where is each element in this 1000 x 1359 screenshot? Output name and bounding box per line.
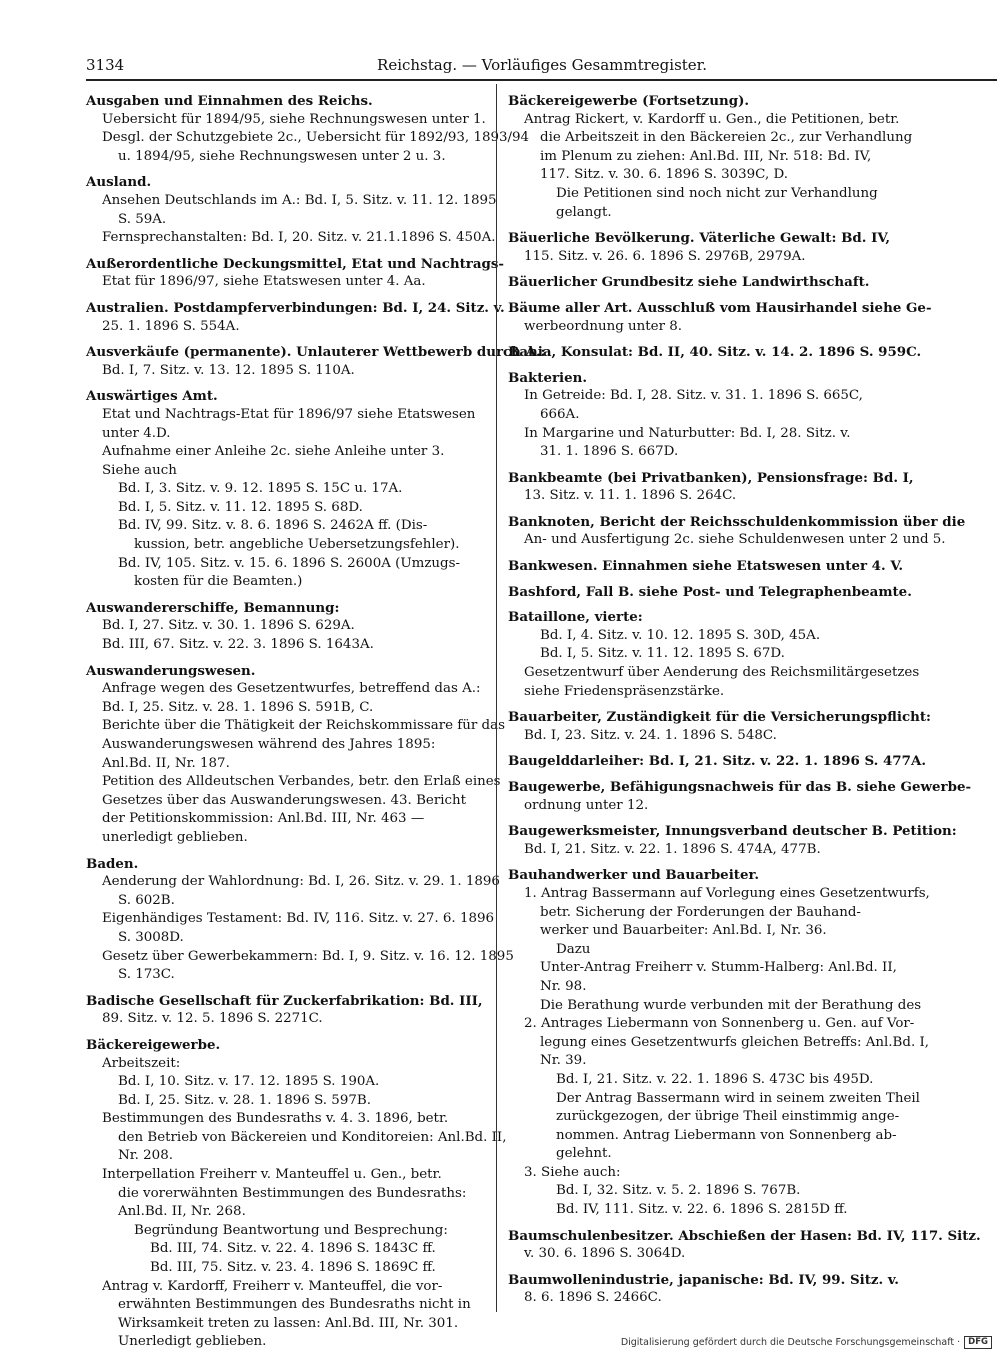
entry-line: Unter-Antrag Freiherr v. Stumm-Halberg: Anl.Bd. II, bbox=[540, 960, 897, 976]
footer bbox=[621, 1336, 992, 1349]
entry-line: Bd. I, 4. Sitz. v. 10. 12. 1895 S. 30D, 45A. bbox=[540, 627, 821, 643]
entry-headword-line: Ausland. bbox=[86, 174, 152, 191]
entry-line: Der Antrag Bassermann wird in seinem zweiten Theil bbox=[556, 1090, 920, 1106]
entry-headword-line: Banknoten, Bericht der Reichsschuldenkommission über die bbox=[508, 513, 966, 530]
entry-line: unter 4.D. bbox=[102, 425, 171, 441]
entry-line: Bd. I, 5. Sitz. v. 11. 12. 1895 S. 68D. bbox=[118, 499, 363, 515]
index-entry bbox=[508, 608, 920, 701]
entry-line: Anl.Bd. II, Nr. 187. bbox=[102, 755, 230, 771]
entry-line: 117. Sitz. v. 30. 6. 1896 S. 3039C, D. bbox=[540, 167, 788, 183]
index-entry bbox=[508, 822, 957, 859]
entry-line: Bd. I, 27. Sitz. v. 30. 1. 1896 S. 629A. bbox=[102, 618, 355, 634]
entry-line: kosten für die Beamten.) bbox=[134, 574, 303, 590]
entry-line: Die Berathung wurde verbunden mit der Berathung des bbox=[540, 997, 922, 1013]
entry-headword-line: Bankwesen. Einnahmen siehe Etatswesen unter 4. V. bbox=[508, 558, 904, 575]
entry-headword-line: Bankbeamte (bei Privatbanken), Pensionsfrage: Bd. I, bbox=[508, 469, 914, 486]
entry-headword-line: Ausverkäufe (permanente). Unlauterer Wettbewerb durch A.: bbox=[86, 344, 546, 361]
entry-line: Gesetzes über das Auswanderungswesen. 43. Bericht bbox=[102, 792, 467, 808]
entry-line: Bd. I, 21. Sitz. v. 22. 1. 1896 S. 473C bis 495D. bbox=[556, 1071, 874, 1087]
entry-line: Begründung Beantwortung und Besprechung: bbox=[134, 1222, 448, 1238]
entry-line: Nr. 98. bbox=[540, 978, 587, 994]
entry-line: unerledigt geblieben. bbox=[102, 829, 248, 845]
entry-line: Aenderung der Wahlordnung: Bd. I, 26. Sitz. v. 29. 1. 1896 bbox=[102, 874, 500, 890]
index-entry bbox=[86, 992, 490, 1029]
entry-headword-line: Bataillone, vierte: bbox=[508, 609, 643, 626]
entry-headword-line: Baumschulenbesitzer. Abschießen der Hasen: Bd. IV, 117. Sitz. bbox=[508, 1227, 981, 1244]
entry-line: Siehe auch bbox=[102, 462, 177, 478]
entry-line: Uebersicht für 1894/95, siehe Rechnungswesen unter 1. bbox=[102, 111, 486, 127]
entry-line: In Margarine und Naturbutter: Bd. I, 28. Sitz. v. bbox=[524, 425, 851, 441]
index-entry bbox=[86, 855, 514, 985]
index-entry bbox=[508, 299, 932, 336]
index-entry bbox=[508, 1271, 913, 1308]
index-entry bbox=[86, 299, 505, 336]
entry-line: gelangt. bbox=[556, 204, 612, 220]
entry-line: 2. Antrages Liebermann von Sonnenberg u. Gen. auf Vor- bbox=[524, 1016, 915, 1032]
entry-line: Fernsprechanstalten: Bd. I, 20. Sitz. v. 21.1.1896 S. 450A. bbox=[102, 230, 496, 246]
entry-line: v. 30. 6. 1896 S. 3064D. bbox=[524, 1246, 686, 1262]
entry-line: Anl.Bd. II, Nr. 268. bbox=[118, 1204, 246, 1220]
entry-line: In Getreide: Bd. I, 28. Sitz. v. 31. 1. 1896 S. 665C, bbox=[524, 388, 863, 404]
entry-line: Bd. I, 5. Sitz. v. 11. 12. 1895 S. 67D. bbox=[540, 646, 785, 662]
entry-line: Gesetzentwurf über Aenderung des Reichsmilitärgesetzes bbox=[524, 665, 920, 681]
entry-line: Die Petitionen sind noch nicht zur Verhandlung bbox=[556, 185, 878, 201]
entry-headword-line: Australien. Postdampferverbindungen: Bd. I, 24. Sitz. v. bbox=[86, 299, 505, 316]
entry-line: Bd. I, 7. Sitz. v. 13. 12. 1895 S. 110A. bbox=[102, 362, 355, 378]
page-title: Reichstag. — Vorläufiges Gesammtregister. bbox=[377, 56, 707, 74]
entry-headword-line: Bäckereigewerbe. bbox=[86, 1036, 221, 1053]
entry-line: Antrag v. Kardorff, Freiherr v. Manteuffel, die vor- bbox=[102, 1278, 443, 1294]
entry-line: Nr. 208. bbox=[118, 1148, 173, 1164]
index-entry bbox=[508, 583, 913, 602]
entry-headword-line: Auswandererschiffe, Bemannung: bbox=[86, 599, 340, 616]
left-column bbox=[86, 92, 546, 1359]
entry-headword-line: Bahia, Konsulat: Bd. II, 40. Sitz. v. 14. 2. 1896 S. 959C. bbox=[508, 344, 922, 361]
entry-headword-line: Bauhandwerker und Bauarbeiter. bbox=[508, 867, 759, 884]
entry-line: S. 3008D. bbox=[118, 929, 184, 945]
entry-line: kussion, betr. angebliche Uebersetzungsfehler). bbox=[134, 537, 460, 553]
entry-line: Bd. I, 32. Sitz. v. 5. 2. 1896 S. 767B. bbox=[556, 1183, 801, 1199]
entry-headword-line: Bäckereigewerbe (Fortsetzung). bbox=[508, 93, 750, 109]
index-entry bbox=[86, 343, 546, 380]
entry-line: Aufnahme einer Anleihe 2c. siehe Anleihe unter 3. bbox=[102, 444, 445, 460]
entry-line: Bd. III, 67. Sitz. v. 22. 3. 1896 S. 1643A. bbox=[102, 637, 374, 653]
entry-line: Bd. IV, 99. Sitz. v. 8. 6. 1896 S. 2462A ff. (Dis- bbox=[118, 518, 428, 534]
index-entry bbox=[508, 866, 930, 1219]
footer-text: Digitalisierung gefördert durch die Deutsche Forschungsgemeinschaft · bbox=[620, 1337, 961, 1348]
index-entry bbox=[86, 255, 504, 292]
index-entry bbox=[508, 229, 913, 266]
entry-headword-line: Baumwollenindustrie, japanische: Bd. IV, 99. Sitz. v. bbox=[508, 1271, 899, 1288]
index-entry bbox=[86, 173, 497, 247]
entry-line: Bd. III, 74. Sitz. v. 22. 4. 1896 S. 1843C ff. bbox=[150, 1241, 436, 1257]
entry-line: Etat und Nachtrags-Etat für 1896/97 siehe Etatswesen bbox=[102, 406, 476, 422]
entry-line: Bd. IV, 111. Sitz. v. 22. 6. 1896 S. 2815D ff. bbox=[556, 1202, 848, 1218]
entry-line: ordnung unter 12. bbox=[524, 797, 649, 813]
entry-line: werker und Bauarbeiter: Anl.Bd. I, Nr. 36. bbox=[540, 923, 827, 939]
entry-line: die Arbeitszeit in den Bäckereien 2c., zur Verhandlung bbox=[540, 130, 913, 146]
entry-headword-line: Bäuerliche Bevölkerung. Väterliche Gewalt: Bd. IV, bbox=[508, 230, 891, 247]
entry-line: Dazu bbox=[556, 941, 591, 957]
entry-line: Berichte über die Thätigkeit der Reichskommissare für das bbox=[102, 718, 505, 734]
entry-line: Bd. I, 10. Sitz. v. 17. 12. 1895 S. 190A. bbox=[118, 1074, 380, 1090]
index-entry bbox=[508, 778, 972, 815]
index-entry bbox=[508, 557, 913, 576]
index-entry bbox=[508, 92, 913, 222]
entry-line: erwähnten Bestimmungen des Bundesraths nicht in bbox=[118, 1297, 471, 1313]
entry-headword-line: Ausgaben und Einnahmen des Reichs. bbox=[86, 93, 373, 109]
entry-line: 115. Sitz. v. 26. 6. 1896 S. 2976B, 2979A. bbox=[524, 248, 806, 264]
entry-headword-line: Bäume aller Art. Ausschluß vom Hausirhandel siehe Ge- bbox=[508, 299, 932, 316]
entry-line: den Betrieb von Bäckereien und Konditoreien: Anl.Bd. II, bbox=[118, 1129, 507, 1145]
entry-line: Anfrage wegen des Gesetzentwurfes, betreffend das A.: bbox=[102, 681, 481, 697]
entry-headword-line: Auswärtiges Amt. bbox=[86, 388, 218, 405]
entry-line: 31. 1. 1896 S. 667D. bbox=[540, 444, 679, 460]
entry-line: Bd. I, 21. Sitz. v. 22. 1. 1896 S. 474A, 477B. bbox=[524, 841, 821, 857]
entry-line: 25. 1. 1896 S. 554A. bbox=[102, 318, 240, 334]
entry-line: im Plenum zu ziehen: Anl.Bd. III, Nr. 518: Bd. IV, bbox=[540, 148, 872, 164]
entry-line: Desgl. der Schutzgebiete 2c., Uebersicht für 1892/93, 1893/94 bbox=[102, 130, 530, 146]
entry-headword-line: Auswanderungswesen. bbox=[86, 662, 256, 679]
entry-line: Bd. IV, 105. Sitz. v. 15. 6. 1896 S. 2600A (Umzugs- bbox=[118, 555, 461, 571]
entry-headword-line: Baugewerbe, Befähigungsnachweis für das B. siehe Gewerbe- bbox=[508, 779, 972, 795]
page-header bbox=[86, 52, 998, 78]
entry-line: Bd. I, 3. Sitz. v. 9. 12. 1895 S. 15C u. 17A. bbox=[118, 481, 403, 497]
entry-headword-line: Badische Gesellschaft für Zuckerfabrikation: Bd. III, bbox=[86, 992, 483, 1009]
entry-headword-line: Baugewerksmeister, Innungsverband deutscher B. Petition: bbox=[508, 823, 957, 840]
entry-headword-line: Bashford, Fall B. siehe Post- und Telegraphenbeamte. bbox=[508, 583, 912, 600]
index-entry bbox=[508, 1227, 981, 1264]
index-entry bbox=[86, 1036, 507, 1352]
entry-line: Auswanderungswesen während des Jahres 1895: bbox=[102, 737, 436, 752]
entry-line: 89. Sitz. v. 12. 5. 1896 S. 2271C. bbox=[102, 1011, 323, 1027]
entry-line: legung eines Gesetzentwurfs gleichen Betreffs: Anl.Bd. I, bbox=[540, 1034, 930, 1050]
page-number: 3134 bbox=[86, 56, 125, 74]
index-entry bbox=[86, 92, 530, 166]
index-entry bbox=[508, 469, 913, 506]
header-rule bbox=[86, 79, 997, 81]
entry-line: nommen. Antrag Liebermann von Sonnenberg ab- bbox=[556, 1127, 897, 1143]
entry-headword-line: Bakterien. bbox=[508, 369, 588, 386]
entry-headword-line: Bauarbeiter, Zuständigkeit für die Versicherungspflicht: bbox=[508, 709, 931, 726]
index-entry bbox=[508, 343, 922, 362]
column-divider bbox=[496, 84, 497, 1312]
index-entry bbox=[508, 752, 926, 771]
entry-line: werbeordnung unter 8. bbox=[524, 318, 683, 334]
entry-line: Gesetz über Gewerbekammern: Bd. I, 9. Sitz. v. 16. 12. 1895 bbox=[102, 948, 514, 964]
entry-headword-line: Außerordentliche Deckungsmittel, Etat und Nachtrags- bbox=[86, 255, 504, 272]
entry-headword-line: Baden. bbox=[86, 855, 139, 872]
entry-line: Wirksamkeit treten zu lassen: Anl.Bd. III, Nr. 301. bbox=[118, 1315, 459, 1331]
entry-line: Unerledigt geblieben. bbox=[118, 1334, 267, 1350]
entry-line: Bd. I, 25. Sitz. v. 28. 1. 1896 S. 591B, C. bbox=[102, 699, 374, 715]
entry-line: Bd. I, 23. Sitz. v. 24. 1. 1896 S. 548C. bbox=[524, 727, 777, 743]
entry-line: 1. Antrag Bassermann auf Vorlegung eines Gesetzentwurfs, bbox=[524, 885, 930, 901]
index-entry bbox=[86, 662, 505, 848]
entry-line: Interpellation Freiherr v. Manteuffel u. Gen., betr. bbox=[102, 1167, 442, 1183]
entry-line: Arbeitszeit: bbox=[102, 1055, 181, 1071]
entry-headword-line: Baugelddarleiher: Bd. I, 21. Sitz. v. 22. 1. 1896 S. 477A. bbox=[508, 753, 926, 770]
entry-line: Nr. 39. bbox=[540, 1053, 587, 1069]
index-entry bbox=[508, 273, 913, 292]
index-entry bbox=[86, 599, 490, 655]
entry-line: Eigenhändiges Testament: Bd. IV, 116. Sitz. v. 27. 6. 1896 bbox=[102, 911, 495, 927]
index-entry bbox=[86, 387, 490, 592]
entry-line: S. 602B. bbox=[118, 892, 175, 908]
entry-line: 3. Siehe auch: bbox=[524, 1164, 621, 1180]
entry-line: Bestimmungen des Bundesraths v. 4. 3. 1896, betr. bbox=[102, 1111, 449, 1127]
entry-line: S. 173C. bbox=[118, 967, 175, 983]
right-column bbox=[508, 92, 981, 1315]
entry-line: betr. Sicherung der Forderungen der Bauhand- bbox=[540, 904, 861, 920]
index-entry bbox=[508, 708, 931, 745]
index-entry bbox=[508, 369, 913, 462]
entry-line: 666A. bbox=[540, 406, 580, 422]
entry-line: gelehnt. bbox=[556, 1146, 612, 1162]
entry-line: der Petitionskommission: Anl.Bd. III, Nr. 463 — bbox=[102, 811, 425, 827]
entry-line: Petition des Alldeutschen Verbandes, betr. den Erlaß eines bbox=[102, 774, 501, 790]
entry-line: Ansehen Deutschlands im A.: Bd. I, 5. Sitz. v. 11. 12. 1895 bbox=[102, 192, 497, 208]
entry-line: Bd. I, 25. Sitz. v. 28. 1. 1896 S. 597B. bbox=[118, 1092, 371, 1108]
entry-line: An- und Ausfertigung 2c. siehe Schuldenwesen unter 2 und 5. bbox=[524, 532, 946, 548]
entry-line: S. 59A. bbox=[118, 211, 167, 227]
entry-line: u. 1894/95, siehe Rechnungswesen unter 2 u. 3. bbox=[118, 148, 446, 164]
entry-headword-line: Bäuerlicher Grundbesitz siehe Landwirthschaft. bbox=[508, 274, 870, 291]
entry-line: Antrag Rickert, v. Kardorff u. Gen., die Petitionen, betr. bbox=[524, 111, 900, 127]
entry-line: siehe Friedenspräsenzstärke. bbox=[524, 683, 725, 699]
entry-line: die vorerwähnten Bestimmungen des Bundesraths: bbox=[118, 1185, 467, 1201]
entry-line: zurückgezogen, der übrige Theil einstimmig ange- bbox=[556, 1109, 900, 1125]
entry-line: Bd. III, 75. Sitz. v. 23. 4. 1896 S. 1869C ff. bbox=[150, 1260, 436, 1276]
dfg-logo: DFG bbox=[964, 1336, 992, 1349]
entry-line: 13. Sitz. v. 11. 1. 1896 S. 264C. bbox=[524, 488, 737, 504]
entry-line: Etat für 1896/97, siehe Etatswesen unter 4. Aa. bbox=[102, 274, 426, 290]
index-entry bbox=[508, 513, 966, 550]
entry-line: 8. 6. 1896 S. 2466C. bbox=[524, 1290, 662, 1306]
